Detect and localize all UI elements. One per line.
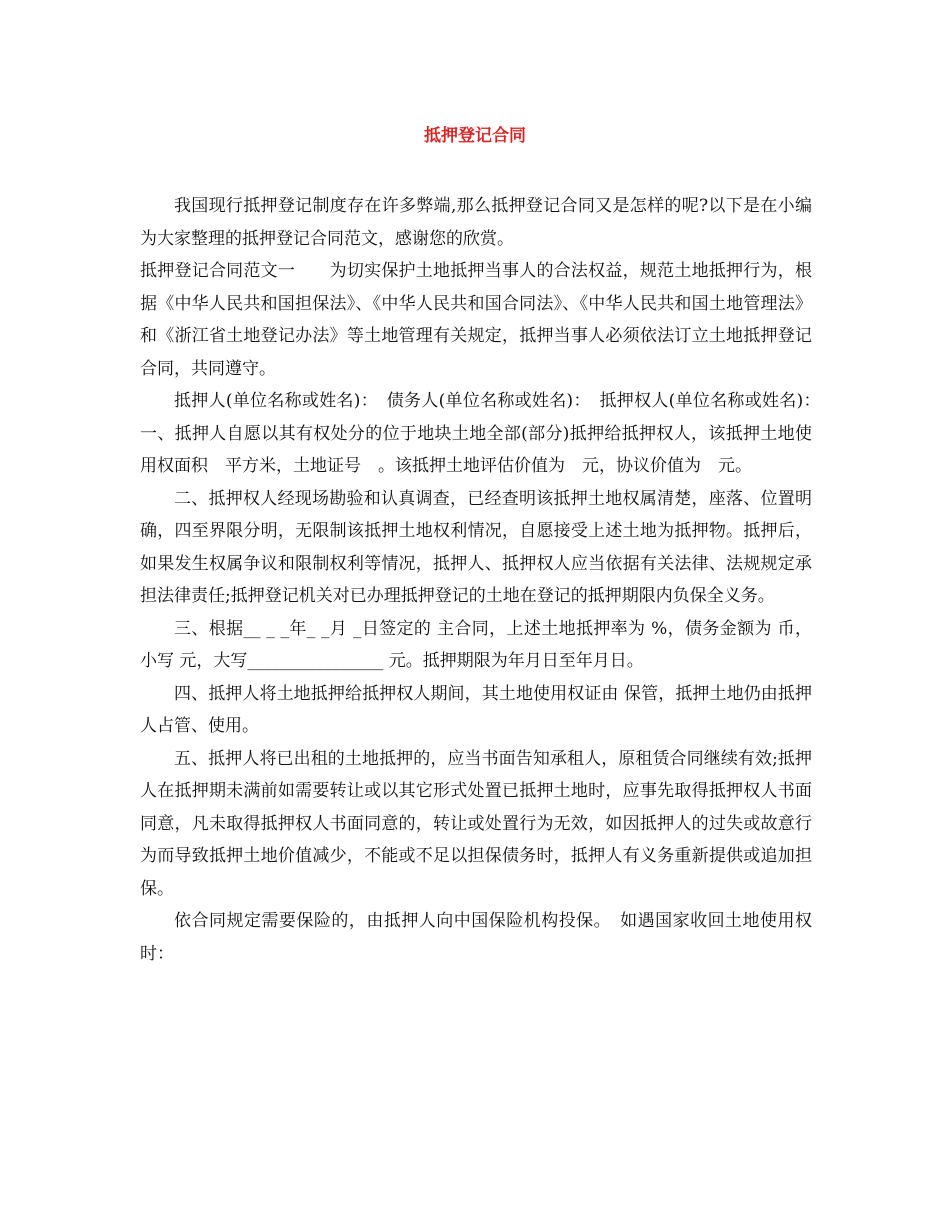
paragraph-intro: 我国现行抵押登记制度存在许多弊端,那么抵押登记合同又是怎样的呢?以下是在小编为大家整理的抵押登记合同范文，感谢您的欣赏。 (140, 196, 812, 249)
document-body (140, 190, 829, 970)
paragraph-insurance: 依合同规定需要保险的，由抵押人向中国保险机构投保。 如遇国家收回土地使用权时： (140, 911, 812, 964)
paragraph-clause-4: 四、抵押人将土地抵押给抵押权人期间，其土地使用权证由 保管，抵押土地仍由抵押人占管、使用。 (140, 683, 812, 736)
paragraph-clause-5: 五、抵押人将已出租的土地抵押的，应当书面告知承租人，原租赁合同继续有效;抵押人在抵押期未满前如需要转让或以其它形式处置已抵押土地时，应事先取得抵押权人书面同意，凡未取得抵押权人书面同意的，转让或处置行为无效，如因抵押人的过失或故意行为而导致抵押土地价值减少，不能或不足以担保债务时，抵押人有义务重新提供或追加担保。 (140, 748, 812, 899)
paragraph-clause-2: 二、抵押权人经现场勘验和认真调查，已经查明该抵押土地权属清楚，座落、位置明确，四至界限分明，无限制该抵押土地权利情况，自愿接受上述土地为抵押物。抵押后，如果发生权属争议和限制权利等情况，抵押人、抵押权人应当依据有关法律、法规规定承担法律责任;抵押登记机关对已办理抵押登记的土地在登记的抵押期限内负保全义务。 (140, 488, 812, 606)
paragraph-parties-clause-1: 抵押人(单位名称或姓名)： 债务人(单位名称或姓名)： 抵押权人(单位名称或姓名)： 一、抵押人自愿以其有权处分的位于地块土地全部(部分)抵押给抵押权人，该抵押土地使用权面积 平方米，土地证号 。该抵押土地评估价值为 元，协议价值为 元。 (140, 391, 829, 476)
document-title: 抵押登记合同 (424, 126, 526, 146)
paragraph-clause-3: 三、根据__ _ _年_ _月 _日签定的 主合同，上述土地抵押率为 %，债务金额为 币，小写 元，大写________________ 元。抵押期限为年月日至年月日。 (140, 618, 812, 671)
paragraph-preamble: 抵押登记合同范文一 为切实保护土地抵押当事人的合法权益，规范土地抵押行为，根据《中华人民共和国担保法》、《中华人民共和国合同法》、《中华人民共和国土地管理法》和《浙江省土地登记办法》等土地管理有关规定，抵押当事人必须依法订立土地抵押登记合同，共同遵守。 (140, 261, 812, 379)
